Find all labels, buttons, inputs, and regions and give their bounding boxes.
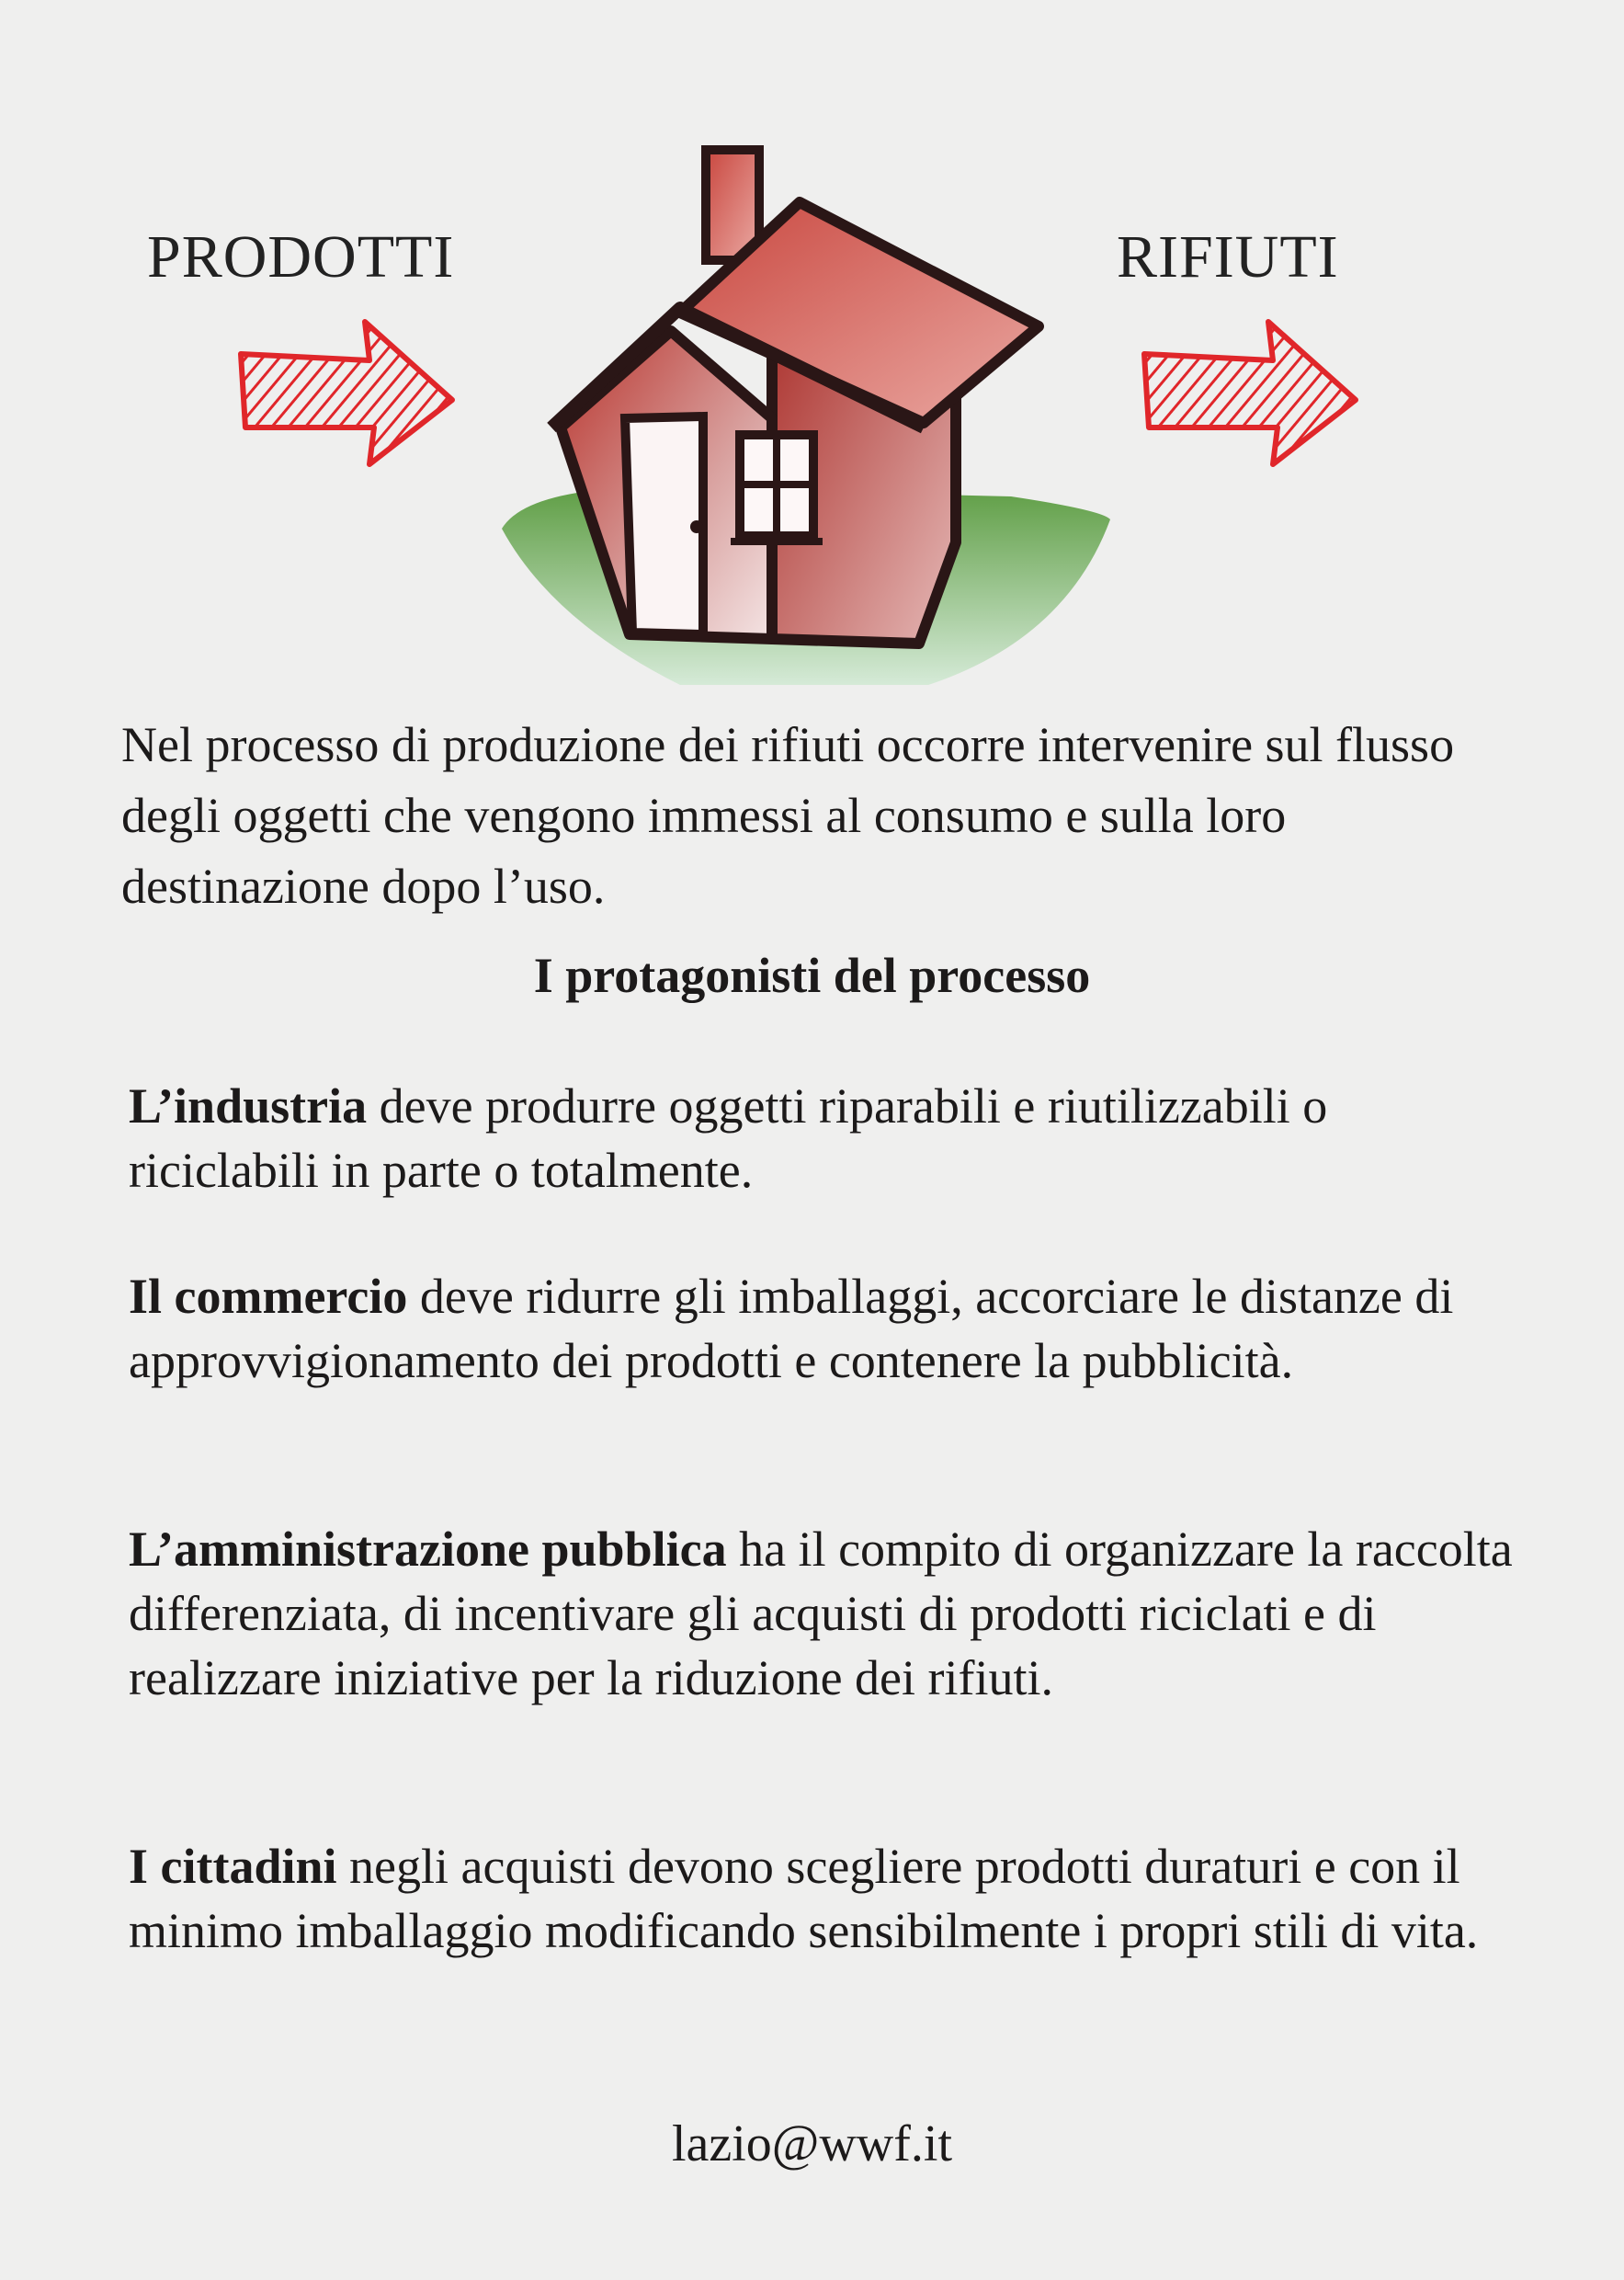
contact-email[interactable]: lazio@wwf.it [671, 2115, 953, 2172]
protagonist-text: deve ridurre gli imballaggi, accorciare le distanze di approvvigionamento dei prodotti e contenere la pubblicità. [129, 1269, 1454, 1388]
house-icon [496, 142, 1121, 694]
intro-paragraph: Nel processo di produzione dei rifiuti occorre intervenire sul flusso degli oggetti che vengono immessi al consumo e sulla loro destinazione dopo l’uso. [121, 717, 1455, 914]
protagonist-subject: L’industria [129, 1078, 368, 1134]
protagonist-paragraph [129, 1074, 1526, 1203]
arrow-right-icon [232, 313, 461, 469]
section-title: I protagonisti del processo [533, 948, 1091, 1003]
protagonist-subject: Il commercio [129, 1269, 408, 1324]
protagonist-subject: I cittadini [129, 1839, 337, 1894]
protagonist-subject: L’amministrazione pubblica [129, 1522, 727, 1577]
label-rifiuti: RIFIUTI [1117, 223, 1339, 291]
protagonist-paragraph [129, 1834, 1526, 1963]
protagonist-text: ha il compito di organizzare la raccolta differenziata, di incentivare gli acquisti di prodotti riciclati e di realizzare iniziative per la riduzione dei rifiuti. [129, 1522, 1513, 1705]
protagonist-paragraph [129, 1264, 1526, 1393]
protagonist-text: deve produrre oggetti riparabili e riutilizzabili o riciclabili in parte o totalmente. [129, 1078, 1328, 1198]
protagonist-text: negli acquisti devono scegliere prodotti duraturi e con il minimo imballaggio modificando sensibilmente i propri stili di vita. [129, 1839, 1479, 1958]
label-prodotti: PRODOTTI [147, 223, 455, 291]
protagonist-paragraph [129, 1517, 1526, 1710]
arrow-right-icon [1135, 313, 1365, 469]
